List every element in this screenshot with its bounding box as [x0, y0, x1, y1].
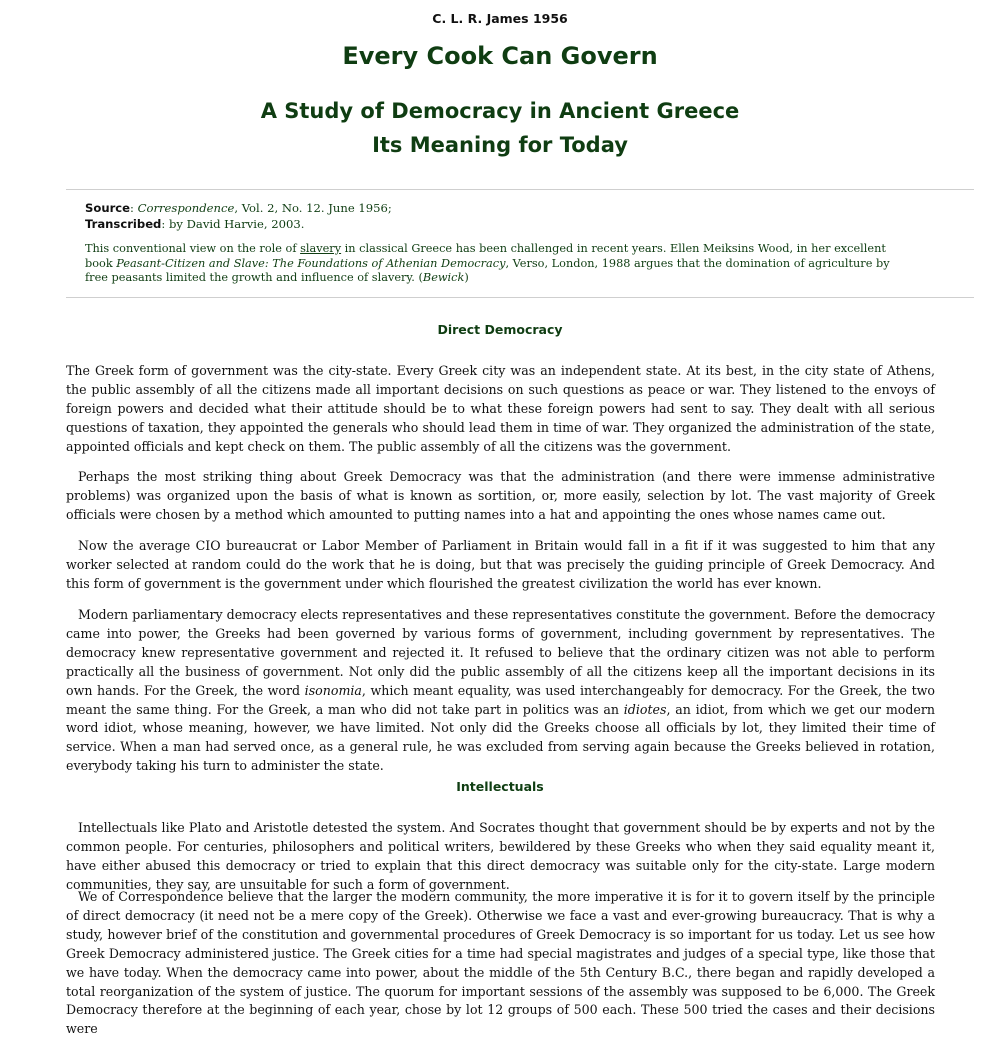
section-heading-direct-democracy: Direct Democracy [437, 322, 563, 337]
subtitle-line-2: Its Meaning for Today [372, 133, 628, 157]
paragraph-6: We of Correspondence believe that the larger the modern community, the more imperative it is for it to govern itself by the principle of direct democracy (it need not be a mere copy of the Greek). Otherwise we face a vast and ever-growing bureaucracy. That is why a study, however brief of the constitution and governmental procedures of Greek Democracy is so important for us today. Let us see how Greek Democracy administered justice. The Greek cities for a time had special magistrates and judges of a special type, like those that we have today. When the democracy came into power, about the middle of the 5th Century B.C., there began and rapidly developed a total reorganization of the system of justice. The quorum for important sessions of the assembly was supposed to be 6,000. The Greek Democracy therefore at the beginning of each year, chose by lot 12 groups of 500 each. These 500 tried the cases and their decisions were [66, 889, 935, 1037]
author-line: C. L. R. James 1956 [432, 11, 568, 26]
source-line [85, 201, 915, 216]
term-idiotes: idiotes [623, 701, 667, 717]
term-isonomia: isonomia [304, 682, 362, 698]
transcribed-label: Transcribed [85, 217, 162, 231]
paragraph-4-part-3: , an idiot, from which we get our modern word idiot, whose meaning, however, we have limited. Not only did the Greeks choose all officials by lot, they limited their time of service. When a man had served once, as a general rule, he was excluded from serving again because the Greeks believed in rotation, everybody taking his turn to administer the state. [66, 701, 935, 774]
paragraph-4-part-2: , which meant equality, was used interchangeably for democracy. For the Greek, the two meant the same thing. For the Greek, a man who did not take part in politics was an [66, 682, 935, 717]
slavery-link[interactable]: slavery [300, 242, 342, 255]
transcribed-text: : by David Harvie, 2003. [161, 217, 305, 231]
transcribed-line [85, 217, 915, 232]
note-text-1: This conventional view on the role of [85, 242, 301, 255]
source-separator: : [130, 201, 138, 215]
source-details: , Vol. 2, No. 12. June 1956; [234, 201, 392, 215]
paragraph-5: Intellectuals like Plato and Aristotle detested the system. And Socrates thought that government should be by experts and not by the common people. For centuries, philosophers and political writers, bewildered by these Greeks who when they said equality meant it, have either abused this democracy or tried to explain that this direct democracy was suitable only for the city-state. Large modern communities, they say, are unsuitable for such a form of government. [66, 820, 935, 892]
note-book-title: Peasant-Citizen and Slave: The Foundations of Athenian Democracy [116, 256, 506, 270]
section-heading-intellectuals: Intellectuals [456, 779, 544, 794]
source-label: Source [85, 201, 131, 215]
note-close: ) [464, 271, 469, 284]
note-credit: Bewick [422, 271, 465, 284]
paragraph-4-part-1: Modern parliamentary democracy elects representatives and these representatives constitute the government. Before the democracy came into power, the Greeks had been governed by various forms of government, including government by representatives. The democracy knew representative government and rejected it. It refused to believe that the ordinary citizen was not able to perform practically all the business of government. Not only did the public assembly of all the citizens keep all the important decisions in its own hands. For the Greek, the word [66, 607, 935, 698]
subtitle-line-1: A Study of Democracy in Ancient Greece [260, 99, 740, 123]
paragraph-2: Perhaps the most striking thing about Greek Democracy was that the administration (and there were immense administrative problems) was organized upon the basis of what is known as sortition, or, more easily, selection by lot. The vast majority of Greek officials were chosen by a method which amounted to putting names into a hat and appointing the ones whose names came out. [66, 469, 935, 522]
divider-top [66, 189, 974, 190]
note-text-3: , Verso, London, 1988 argues that the domination of agriculture by free peasants limited the growth and influence of slavery. ( [85, 256, 890, 284]
source-publication: Correspondence [137, 201, 235, 215]
editor-note [85, 242, 915, 286]
paragraph-4 [66, 606, 935, 776]
page-title: Every Cook Can Govern [342, 42, 658, 70]
note-text-2: in classical Greece has been challenged in recent years. Ellen Meiksins Wood, in her excellent book [85, 242, 886, 270]
divider-bottom [66, 297, 974, 298]
paragraph-1: The Greek form of government was the city-state. Every Greek city was an independent state. At its best, in the city state of Athens, the public assembly of all the citizens made all important decisions on such questions as peace or war. They listened to the envoys of foreign powers and decided what their attitude should be to what these foreign powers had sent to say. They dealt with all serious questions of taxation, they appointed the generals who should lead them in time of war. They organized the administration of the state, appointed officials and kept check on them. The public assembly of all the citizens was the government. [66, 363, 935, 454]
paragraph-3: Now the average CIO bureaucrat or Labor Member of Parliament in Britain would fall in a fit if it was suggested to him that any worker selected at random could do the work that he is doing, but that was precisely the guiding principle of Greek Democracy. And this form of government is the government under which flourished the greatest civilization the world has ever known. [66, 538, 935, 591]
